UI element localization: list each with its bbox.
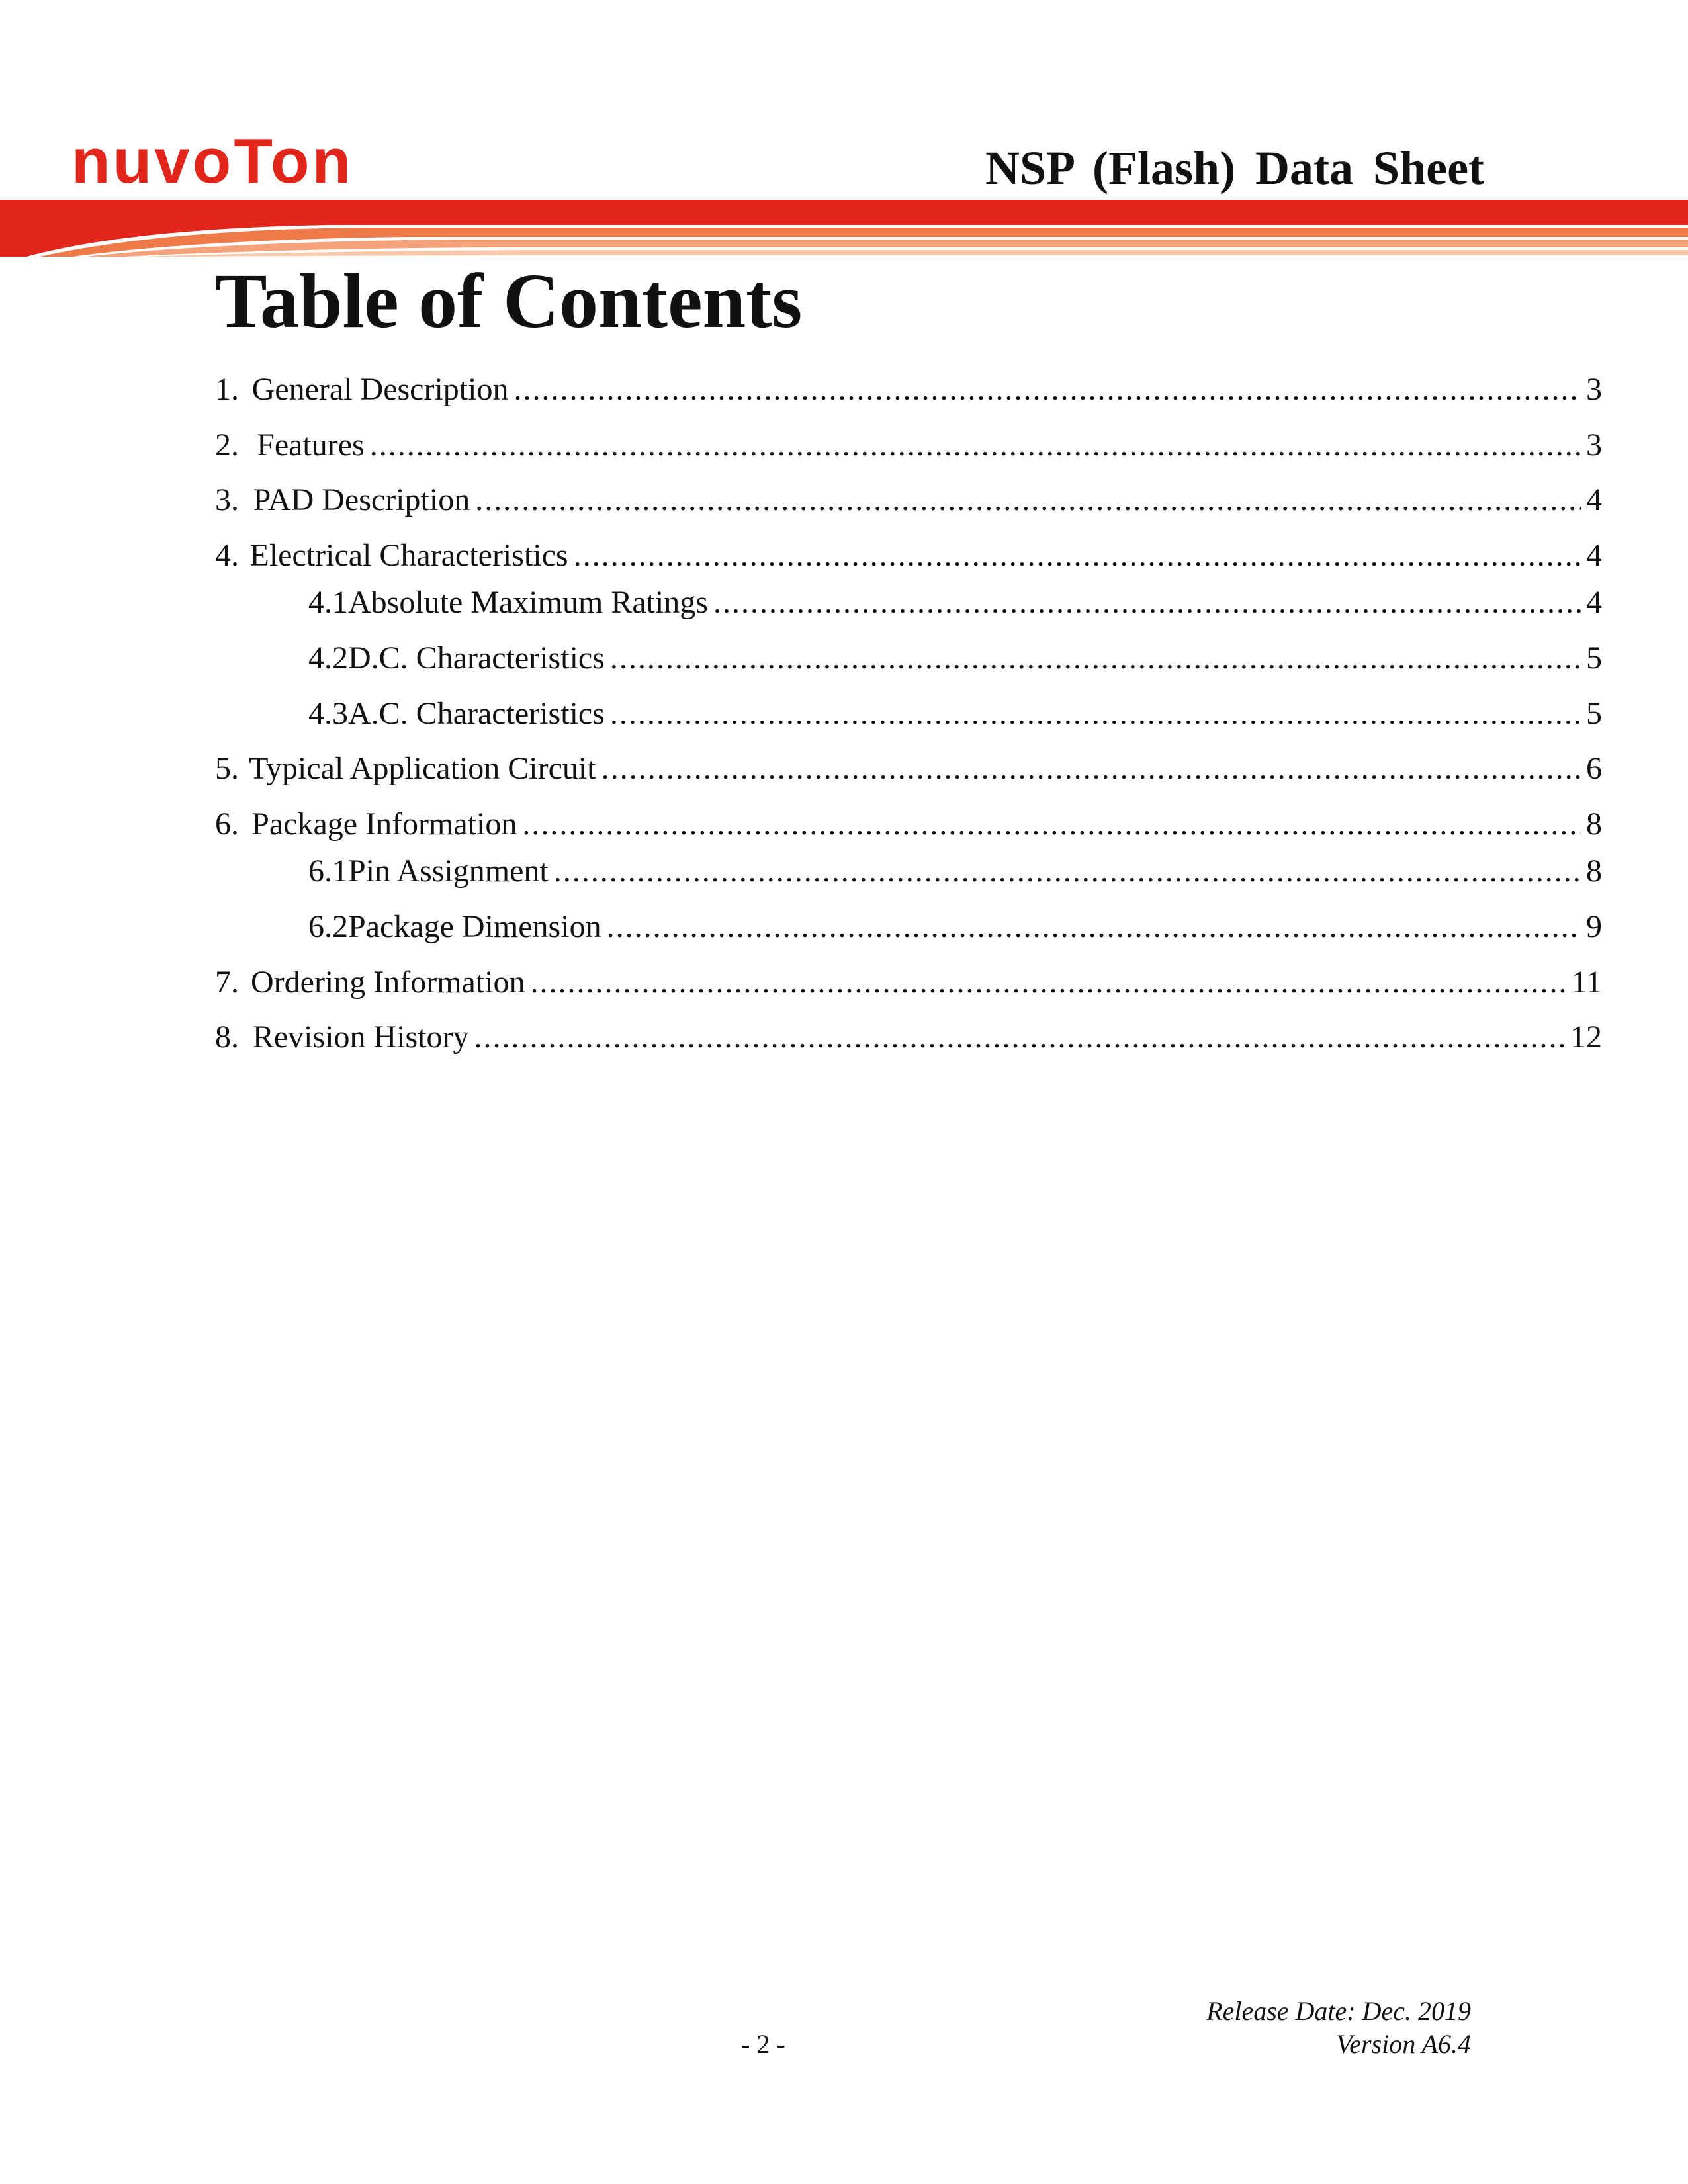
page-number: - 2 - [741,2029,785,2059]
toc-entry-page: 12 [1570,1020,1602,1055]
toc-entry-title: Absolute Maximum Ratings [348,585,708,621]
toc-entry-page: 3 [1586,427,1602,462]
toc-entry-number: 1. [215,372,239,407]
toc-entry-title: Package Information [251,806,517,842]
dot-leader [610,639,1581,677]
toc-entry-page: 8 [1586,806,1602,842]
toc-entry-title: Typical Application Circuit [249,751,596,787]
toc-entry-page: 4 [1586,537,1602,573]
toc-entry-title: Electrical Characteristics [249,537,568,573]
toc-entry[interactable] [215,481,1602,519]
toc-entry-page: 11 [1571,964,1602,1000]
toc-entry-number: 4.1 [308,585,348,621]
toc-entry-number: 6.1 [308,853,348,889]
toc-entry-number: 5. [215,751,239,787]
toc-entry[interactable] [215,805,1602,844]
toc-entry-number: 7. [215,964,239,1000]
dot-leader [474,1018,1565,1057]
toc-entry-page: 6 [1586,751,1602,787]
toc-entry-page: 9 [1586,908,1602,944]
toc-subentry[interactable] [215,852,1602,891]
nuvoton-logo: nuvoTon [71,126,354,197]
toc-entry-title: Pin Assignment [348,853,549,889]
version-label: Version A6.4 [1336,2029,1471,2059]
toc-entry-page: 4 [1586,585,1602,621]
toc-heading: Table of Contents [215,257,803,344]
toc-entry-title: A.C. Characteristics [348,695,605,731]
dot-leader [531,963,1566,1002]
toc-entry-title: General Description [251,372,509,407]
toc-entry-number: 4.3 [308,695,348,731]
toc-entry-number: 8. [215,1020,239,1055]
toc-entry-title: Revision History [252,1020,469,1055]
toc-entry-number: 2. [215,427,239,462]
toc-entry-number: 6.2 [308,908,348,944]
document-title: NSP (Flash) Data Sheet [985,142,1484,195]
release-date: Release Date: Dec. 2019 [1206,1996,1471,2026]
dot-leader [607,908,1581,946]
toc-entry-number: 6. [215,806,239,842]
toc-entry[interactable] [215,750,1602,788]
toc-entry-page: 4 [1586,482,1602,518]
toc-entry-title: PAD Description [253,482,470,518]
toc-subentry[interactable] [215,639,1602,677]
toc-subentry[interactable] [215,908,1602,946]
toc-entry-page: 3 [1586,372,1602,407]
toc-entry-page: 5 [1586,640,1602,676]
dot-leader [370,426,1581,464]
toc-entry[interactable] [215,963,1602,1002]
dot-leader [522,805,1581,844]
toc-subentry[interactable] [215,695,1602,733]
toc-entry[interactable] [215,537,1602,575]
header-banner [0,198,1688,258]
toc-entry[interactable] [215,371,1602,409]
dot-leader [475,481,1581,519]
toc-entry[interactable] [215,1018,1602,1057]
dot-leader [601,750,1581,788]
toc-entry-page: 5 [1586,695,1602,731]
toc-entry-number: 3. [215,482,239,518]
toc-entry-page: 8 [1586,853,1602,889]
toc-entry-number: 4.2 [308,640,348,676]
toc-entry-title: Package Dimension [348,908,601,944]
toc-subentry[interactable] [215,584,1602,622]
dot-leader [713,584,1581,622]
dot-leader [554,852,1581,891]
toc-entry-title: Ordering Information [250,964,525,1000]
dot-leader [610,695,1581,733]
toc-entry-number: 4. [215,537,239,573]
dot-leader [574,537,1581,575]
toc-entry-title: D.C. Characteristics [348,640,605,676]
table-of-contents [215,371,1602,1057]
dot-leader [513,371,1581,409]
toc-entry[interactable] [215,426,1602,464]
toc-entry-title: Features [257,427,365,462]
